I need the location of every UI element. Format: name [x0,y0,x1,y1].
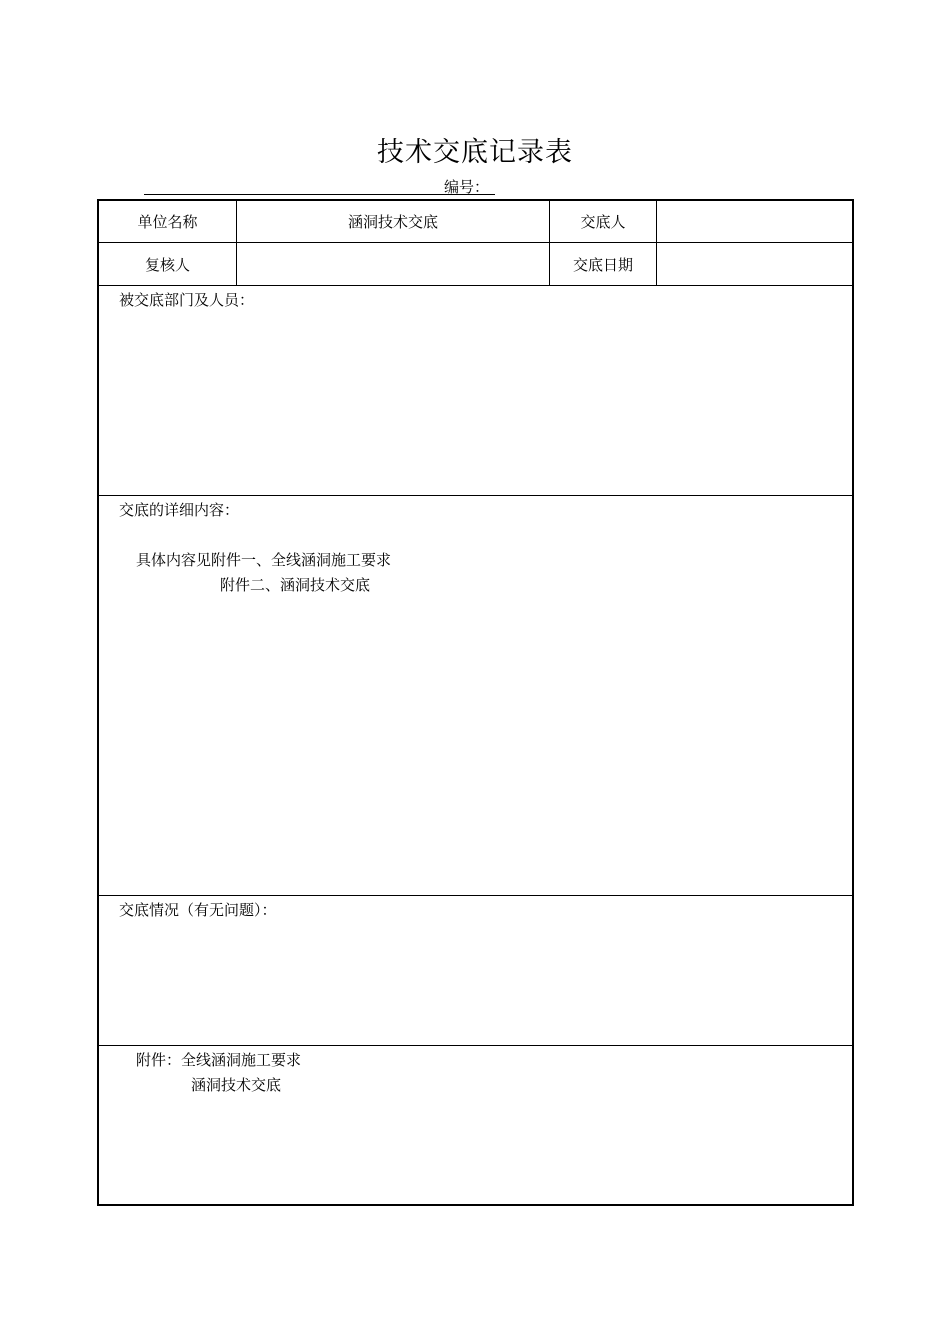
details-label: 交底的详细内容： [119,501,240,519]
date-label: 交底日期 [572,256,633,274]
details-divider [99,895,852,896]
unit-name-value[interactable]: 涵洞技术交底 [347,213,438,231]
column-divider-3 [656,201,657,285]
situation-divider [99,1045,852,1046]
situation-label: 交底情况（有无问题）： [119,901,277,919]
attachments-line-1: 附件：全线涵洞施工要求 [136,1051,302,1069]
details-line-1: 具体内容见附件一、全线涵洞施工要求 [136,551,392,569]
document-number-line[interactable] [144,176,495,195]
attachments-line-2: 涵洞技术交底 [191,1076,282,1094]
recipients-divider [99,495,852,496]
row2-divider [99,285,852,286]
row1-divider [99,242,852,243]
recipients-label: 被交底部门及人员： [119,291,255,309]
details-line-2: 附件二、涵洞技术交底 [220,576,371,594]
document-number-label: 编号： [443,178,489,196]
record-form [97,199,854,1206]
reviewer-label: 复核人 [144,256,190,274]
document-title: 技术交底记录表 [377,137,573,168]
unit-name-label: 单位名称 [137,213,198,231]
presenter-label: 交底人 [580,213,626,231]
